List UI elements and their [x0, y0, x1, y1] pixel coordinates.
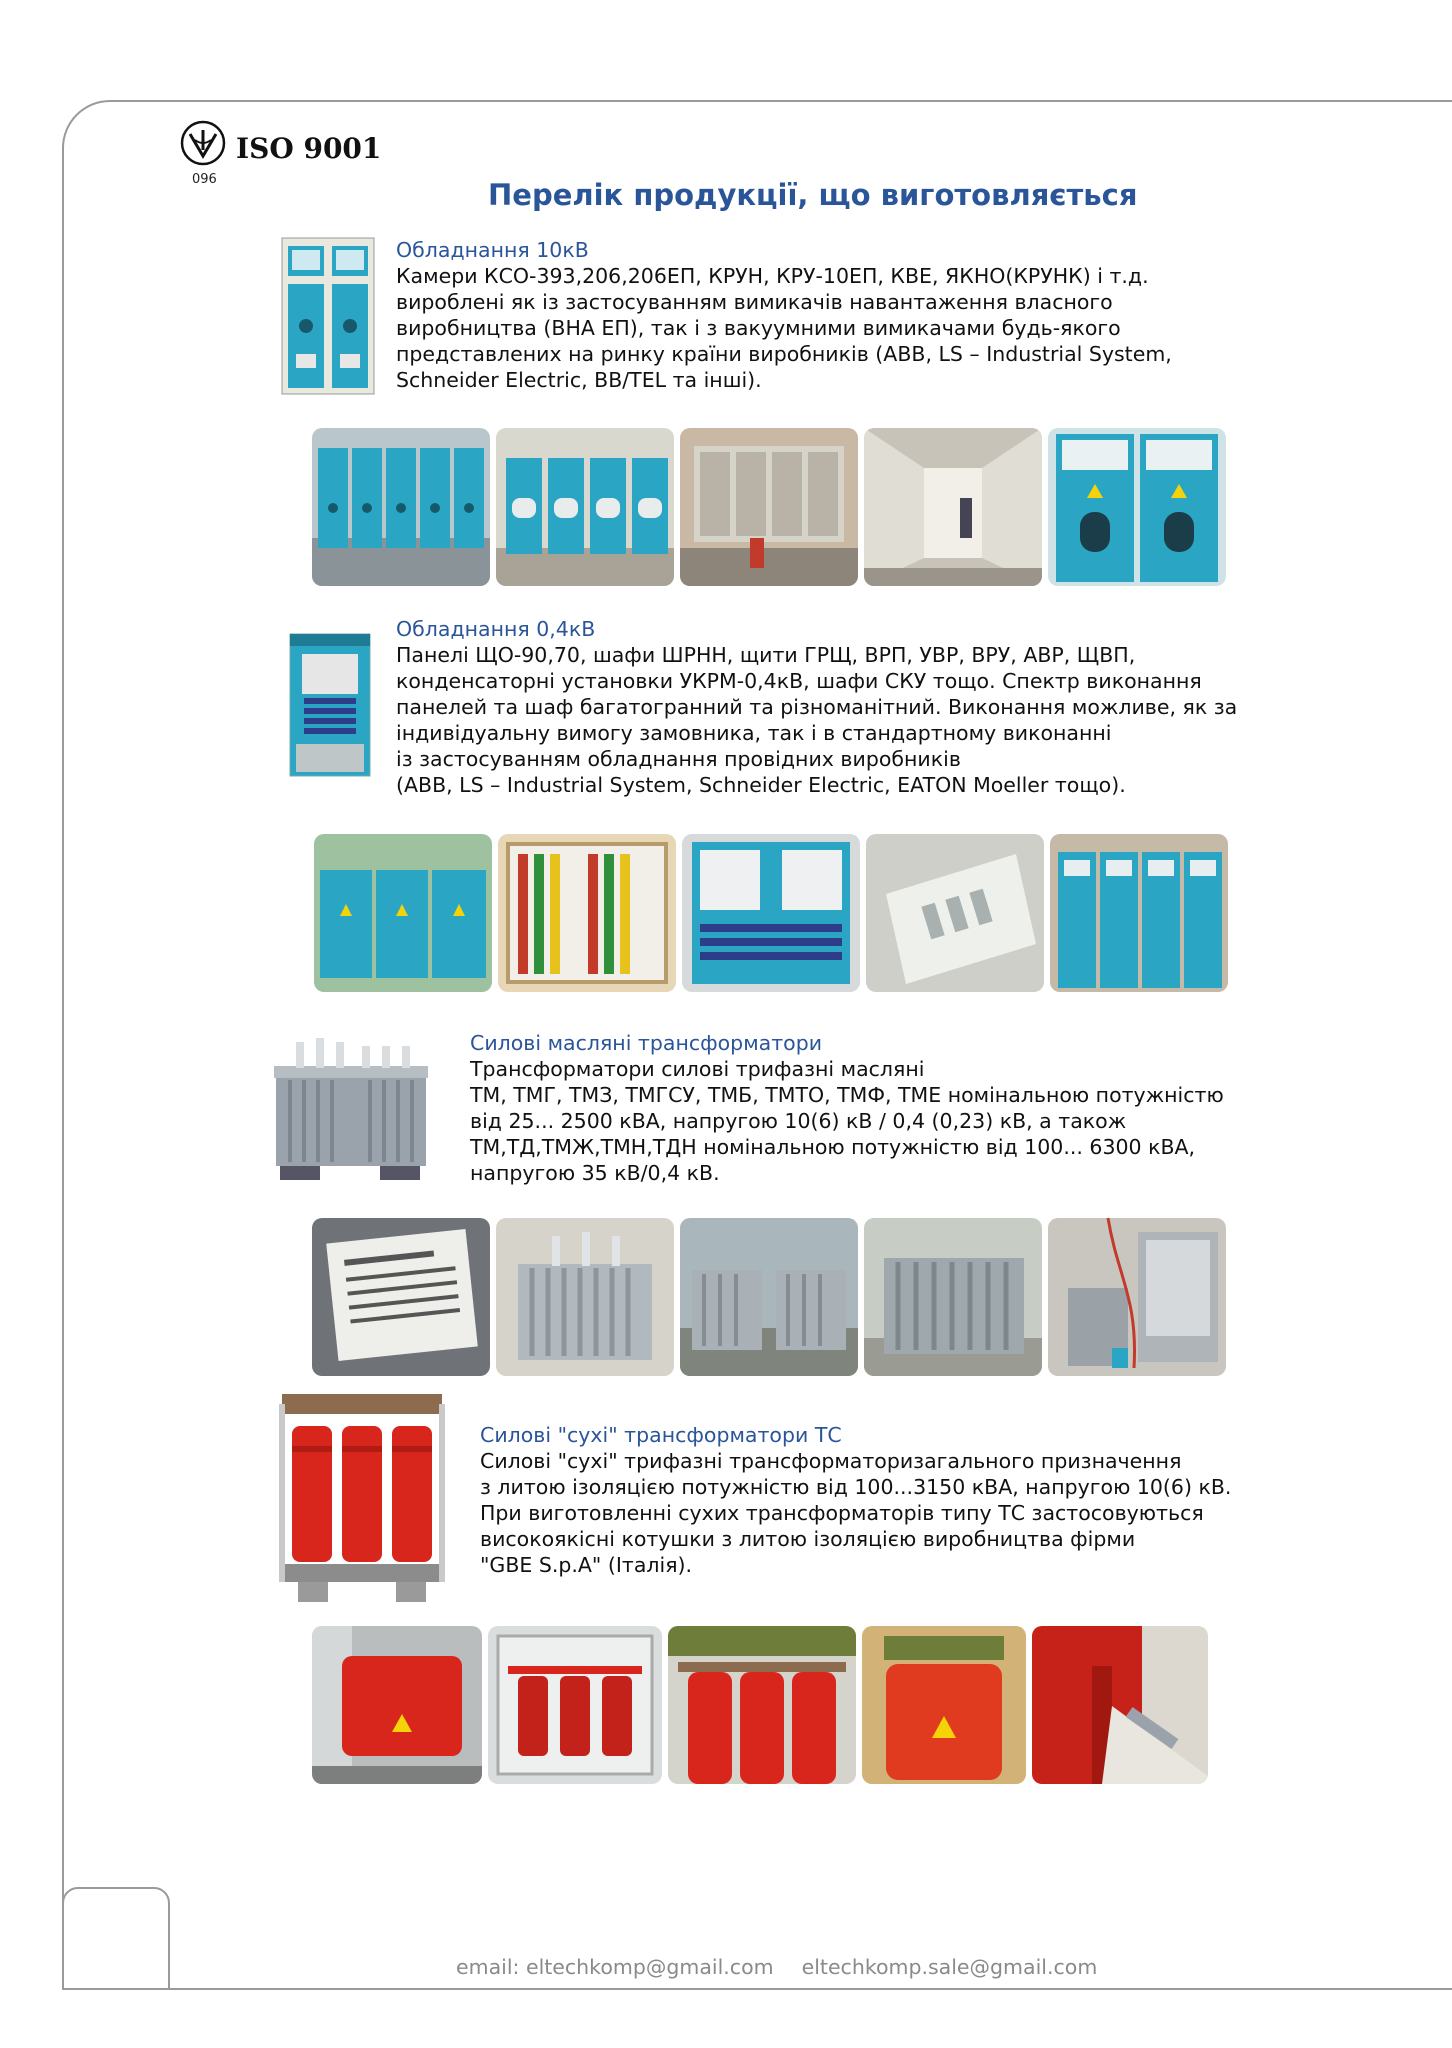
photo-10kv-1 — [312, 428, 490, 586]
panel-04kv-image — [286, 632, 374, 778]
photo-dry-2 — [488, 1626, 662, 1784]
section-line: Трансформатори силові трифазні масляні — [470, 1057, 925, 1081]
section-line: конденсаторні установки УКРМ-0,4кВ, шафи СКУ тощо. Спектр виконання — [396, 669, 1202, 693]
photo-oil-4 — [864, 1218, 1042, 1376]
photo-oil-1 — [312, 1218, 490, 1376]
section-line: Панелі ЩО-90,70, шафи ШРНН, щити ГРЩ, ВРП, УВР, ВРУ, АВР, ЩВП, — [396, 643, 1136, 667]
section-line: "GBE S.p.A" (Італія). — [480, 1553, 693, 1577]
section-line: представлених на ринку країни виробників (ABB, LS – Industrial System, — [396, 342, 1172, 366]
photo-04kv-3 — [682, 834, 860, 992]
section-line: Камери КСО-393,206,206ЕП, КРУН, КРУ-10ЕП, КВЕ, ЯКНО(КРУНК) і т.д. — [396, 264, 1149, 288]
gallery-10kv — [312, 428, 1226, 586]
footer-contacts — [456, 1955, 1097, 1979]
section-heading: Силові масляні трансформатори — [470, 1031, 823, 1055]
section-line: Силові "сухі" трифазні трансформаторизагального призначення — [480, 1449, 1182, 1473]
gallery-dry-transformers — [312, 1626, 1208, 1784]
page-corner-tab — [62, 1887, 170, 1990]
photo-dry-4 — [862, 1626, 1026, 1784]
section-line: із застосуванням обладнання провідних виробників — [396, 747, 961, 771]
section-line: Schneider Electric, BB/TEL та інші). — [396, 368, 762, 392]
photo-10kv-4 — [864, 428, 1042, 586]
photo-oil-2 — [496, 1218, 674, 1376]
section-line: з литою ізоляцією потужністю від 100...3150 кВА, напругою 10(6) кВ. — [480, 1475, 1232, 1499]
photo-10kv-5 — [1048, 428, 1226, 586]
section-line: високоякісні котушки з литою ізоляцією виробництва фірми — [480, 1527, 1136, 1551]
section-line: ТМ,ТД,ТМЖ,ТМН,ТДН номінальною потужністю від 100... 6300 кВА, — [470, 1135, 1196, 1159]
photo-10kv-2 — [496, 428, 674, 586]
certification-mark-icon — [180, 120, 226, 166]
section-line: виробництва (ВНА ЕП), так і з вакуумними вимикачами будь-якого — [396, 316, 1121, 340]
section-dry-transformers — [480, 1422, 1231, 1578]
section-line: панелей та шаф багатогранний та різноманітний. Виконання можливе, як за — [396, 695, 1238, 719]
switchgear-10kv-image — [278, 236, 378, 396]
gallery-oil-transformers — [312, 1218, 1226, 1376]
photo-dry-3 — [668, 1626, 856, 1784]
section-line: При виготовленні сухих трансформаторів типу ТС застосовуються — [480, 1501, 1204, 1525]
section-line: індивідуальну вимогу замовника, так і в стандартному виконанні — [396, 721, 1112, 745]
footer-email-primary[interactable]: email: eltechkomp@gmail.com — [456, 1955, 774, 1979]
section-heading: Силові "сухі" трансформатори ТС — [480, 1423, 842, 1447]
cert-number: 096 — [192, 172, 217, 187]
photo-10kv-3 — [680, 428, 858, 586]
section-oil-transformers — [470, 1030, 1224, 1186]
section-line: від 25... 2500 кВА, напругою 10(6) кВ / 0,4 (0,23) кВ, а також — [470, 1109, 1127, 1133]
section-04kv — [396, 616, 1237, 798]
section-line: ТМ, ТМГ, ТМЗ, ТМГСУ, ТМБ, ТМТО, ТМФ, ТМЕ номінальною потужністю — [470, 1083, 1224, 1107]
section-line: вироблені як із застосуванням вимикачів навантаження власного — [396, 290, 1113, 314]
page-title: Перелік продукції, що виготовляється — [488, 178, 1138, 212]
section-10kv — [396, 237, 1172, 393]
photo-04kv-2 — [498, 834, 676, 992]
photo-04kv-1 — [314, 834, 492, 992]
photo-04kv-4 — [866, 834, 1044, 992]
section-heading: Обладнання 0,4кВ — [396, 617, 596, 641]
photo-dry-1 — [312, 1626, 482, 1784]
gallery-04kv — [314, 834, 1228, 992]
photo-oil-3 — [680, 1218, 858, 1376]
oil-transformer-image — [266, 1036, 434, 1184]
iso-label: ISO 9001 — [236, 132, 382, 165]
section-line: (ABB, LS – Industrial System, Schneider Electric, EATON Moeller тощо). — [396, 773, 1126, 797]
section-line: напругою 35 кВ/0,4 кВ. — [470, 1161, 720, 1185]
photo-dry-5 — [1032, 1626, 1208, 1784]
footer-email-sales[interactable]: eltechkomp.sale@gmail.com — [801, 1955, 1098, 1979]
dry-transformer-image — [278, 1386, 446, 1608]
photo-04kv-5 — [1050, 834, 1228, 992]
photo-oil-5 — [1048, 1218, 1226, 1376]
section-heading: Обладнання 10кВ — [396, 238, 589, 262]
